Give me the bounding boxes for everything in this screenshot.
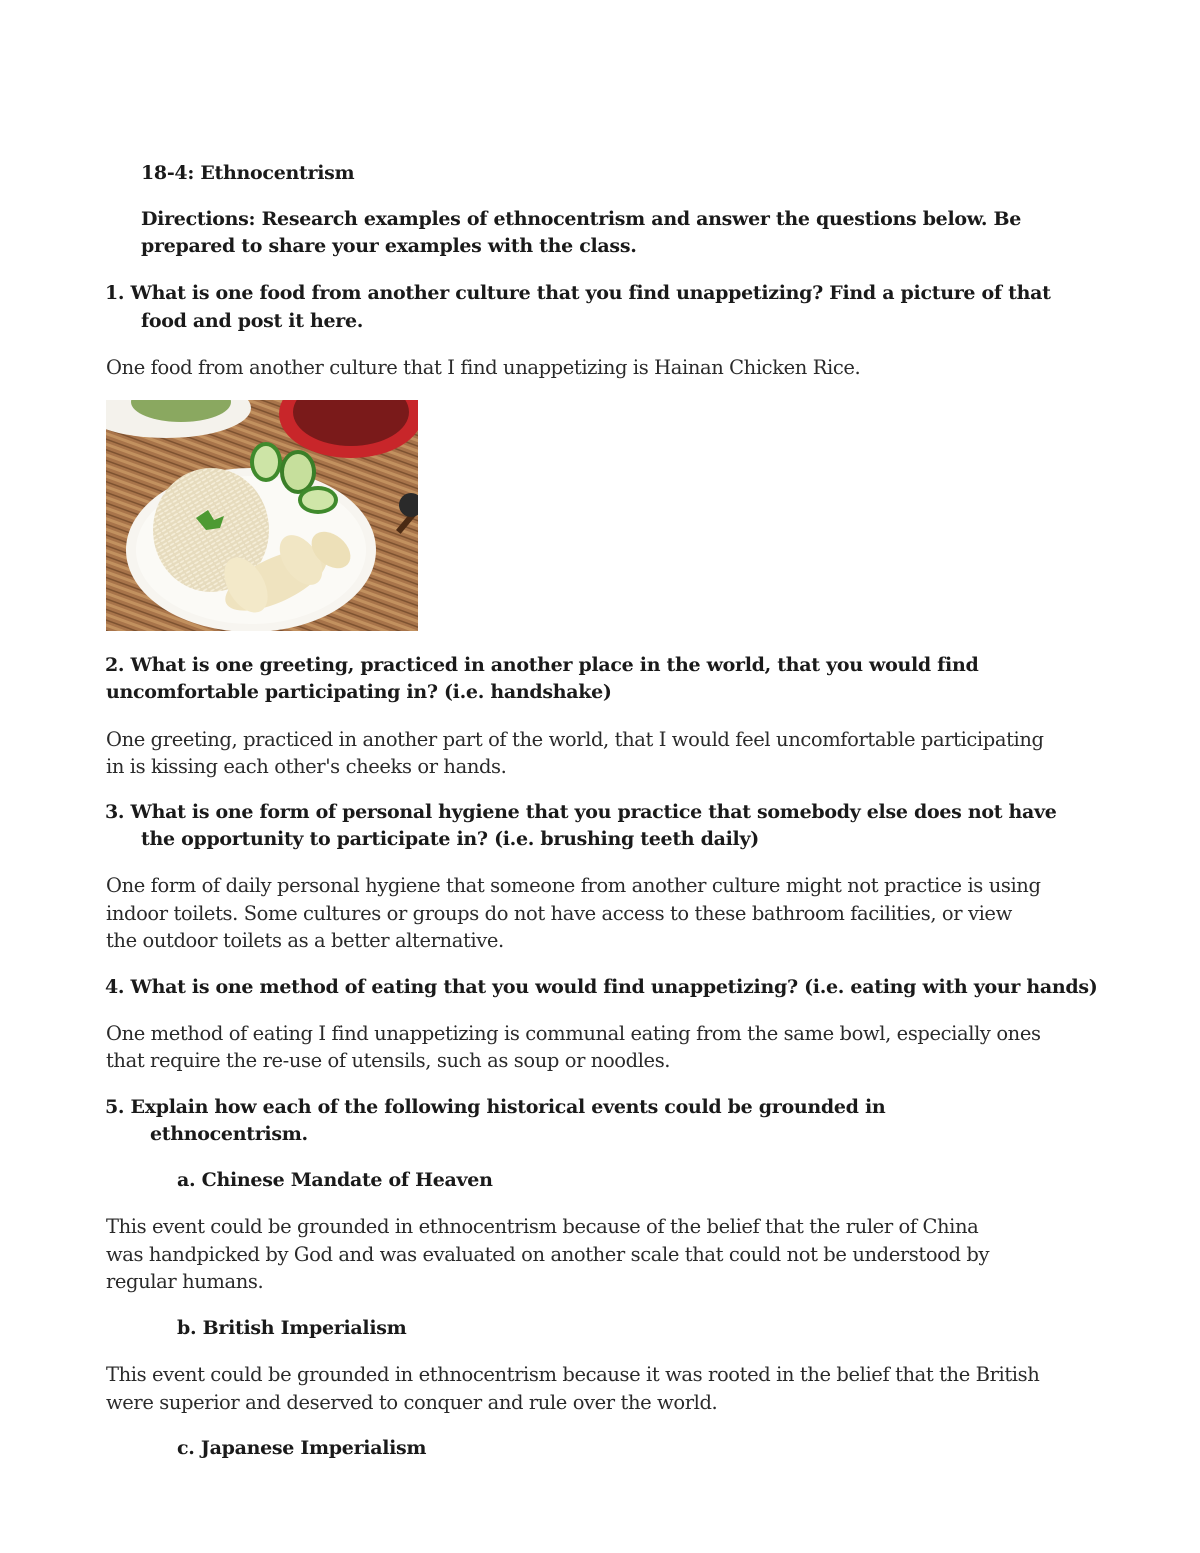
- question-5-line-1: 5. Explain how each of the following historical events could be grounded in: [105, 1096, 886, 1118]
- answer-2-line-1: One greeting, practiced in another part of the world, that I would feel uncomfortable participating: [106, 728, 1044, 751]
- question-5a-label: a. Chinese Mandate of Heaven: [177, 1169, 493, 1191]
- answer-5a-line-3: regular humans.: [106, 1270, 264, 1293]
- question-5c-label: c. Japanese Imperialism: [177, 1437, 427, 1459]
- answer-4-line-1: One method of eating I find unappetizing is communal eating from the same bowl, especially ones: [106, 1022, 1041, 1045]
- answer-2-line-2: in is kissing each other's cheeks or hands.: [106, 755, 507, 778]
- question-3-line-2: the opportunity to participate in? (i.e. brushing teeth daily): [141, 828, 759, 850]
- directions-line-2: prepared to share your examples with the class.: [141, 235, 637, 257]
- question-2-line-1: 2. What is one greeting, practiced in another place in the world, that you would find: [105, 654, 979, 676]
- answer-5b-line-1: This event could be grounded in ethnocentrism because it was rooted in the belief that the British: [106, 1363, 1040, 1386]
- question-5-line-2: ethnocentrism.: [150, 1123, 308, 1145]
- answer-5a-line-1: This event could be grounded in ethnocentrism because of the belief that the ruler of China: [106, 1215, 979, 1238]
- question-2-line-2: uncomfortable participating in? (i.e. handshake): [106, 681, 612, 703]
- answer-5b-line-2: were superior and deserved to conquer and rule over the world.: [106, 1391, 718, 1414]
- hainan-chicken-rice-photo: [106, 400, 418, 631]
- answer-3-line-1: One form of daily personal hygiene that someone from another culture might not practice is using: [106, 874, 1041, 897]
- answer-3-line-3: the outdoor toilets as a better alternative.: [106, 929, 504, 952]
- document-title: 18-4: Ethnocentrism: [141, 162, 355, 184]
- question-1-line-2: food and post it here.: [141, 310, 364, 332]
- answer-5a-line-2: was handpicked by God and was evaluated on another scale that could not be understood by: [106, 1243, 990, 1266]
- answer-1: One food from another culture that I find unappetizing is Hainan Chicken Rice.: [106, 356, 861, 379]
- question-5b-label: b. British Imperialism: [177, 1317, 407, 1339]
- question-3-line-1: 3. What is one form of personal hygiene that you practice that somebody else does not have: [105, 801, 1057, 823]
- question-1-line-1: 1. What is one food from another culture that you find unappetizing? Find a picture of that: [105, 282, 1051, 304]
- question-4: 4. What is one method of eating that you would find unappetizing? (i.e. eating with your hands): [105, 976, 1098, 998]
- directions-line-1: Directions: Research examples of ethnocentrism and answer the questions below. Be: [141, 208, 1022, 230]
- answer-3-line-2: indoor toilets. Some cultures or groups do not have access to these bathroom facilities, or view: [106, 902, 1012, 925]
- answer-4-line-2: that require the re-use of utensils, such as soup or noodles.: [106, 1049, 671, 1072]
- food-photo-illustration: [106, 400, 418, 631]
